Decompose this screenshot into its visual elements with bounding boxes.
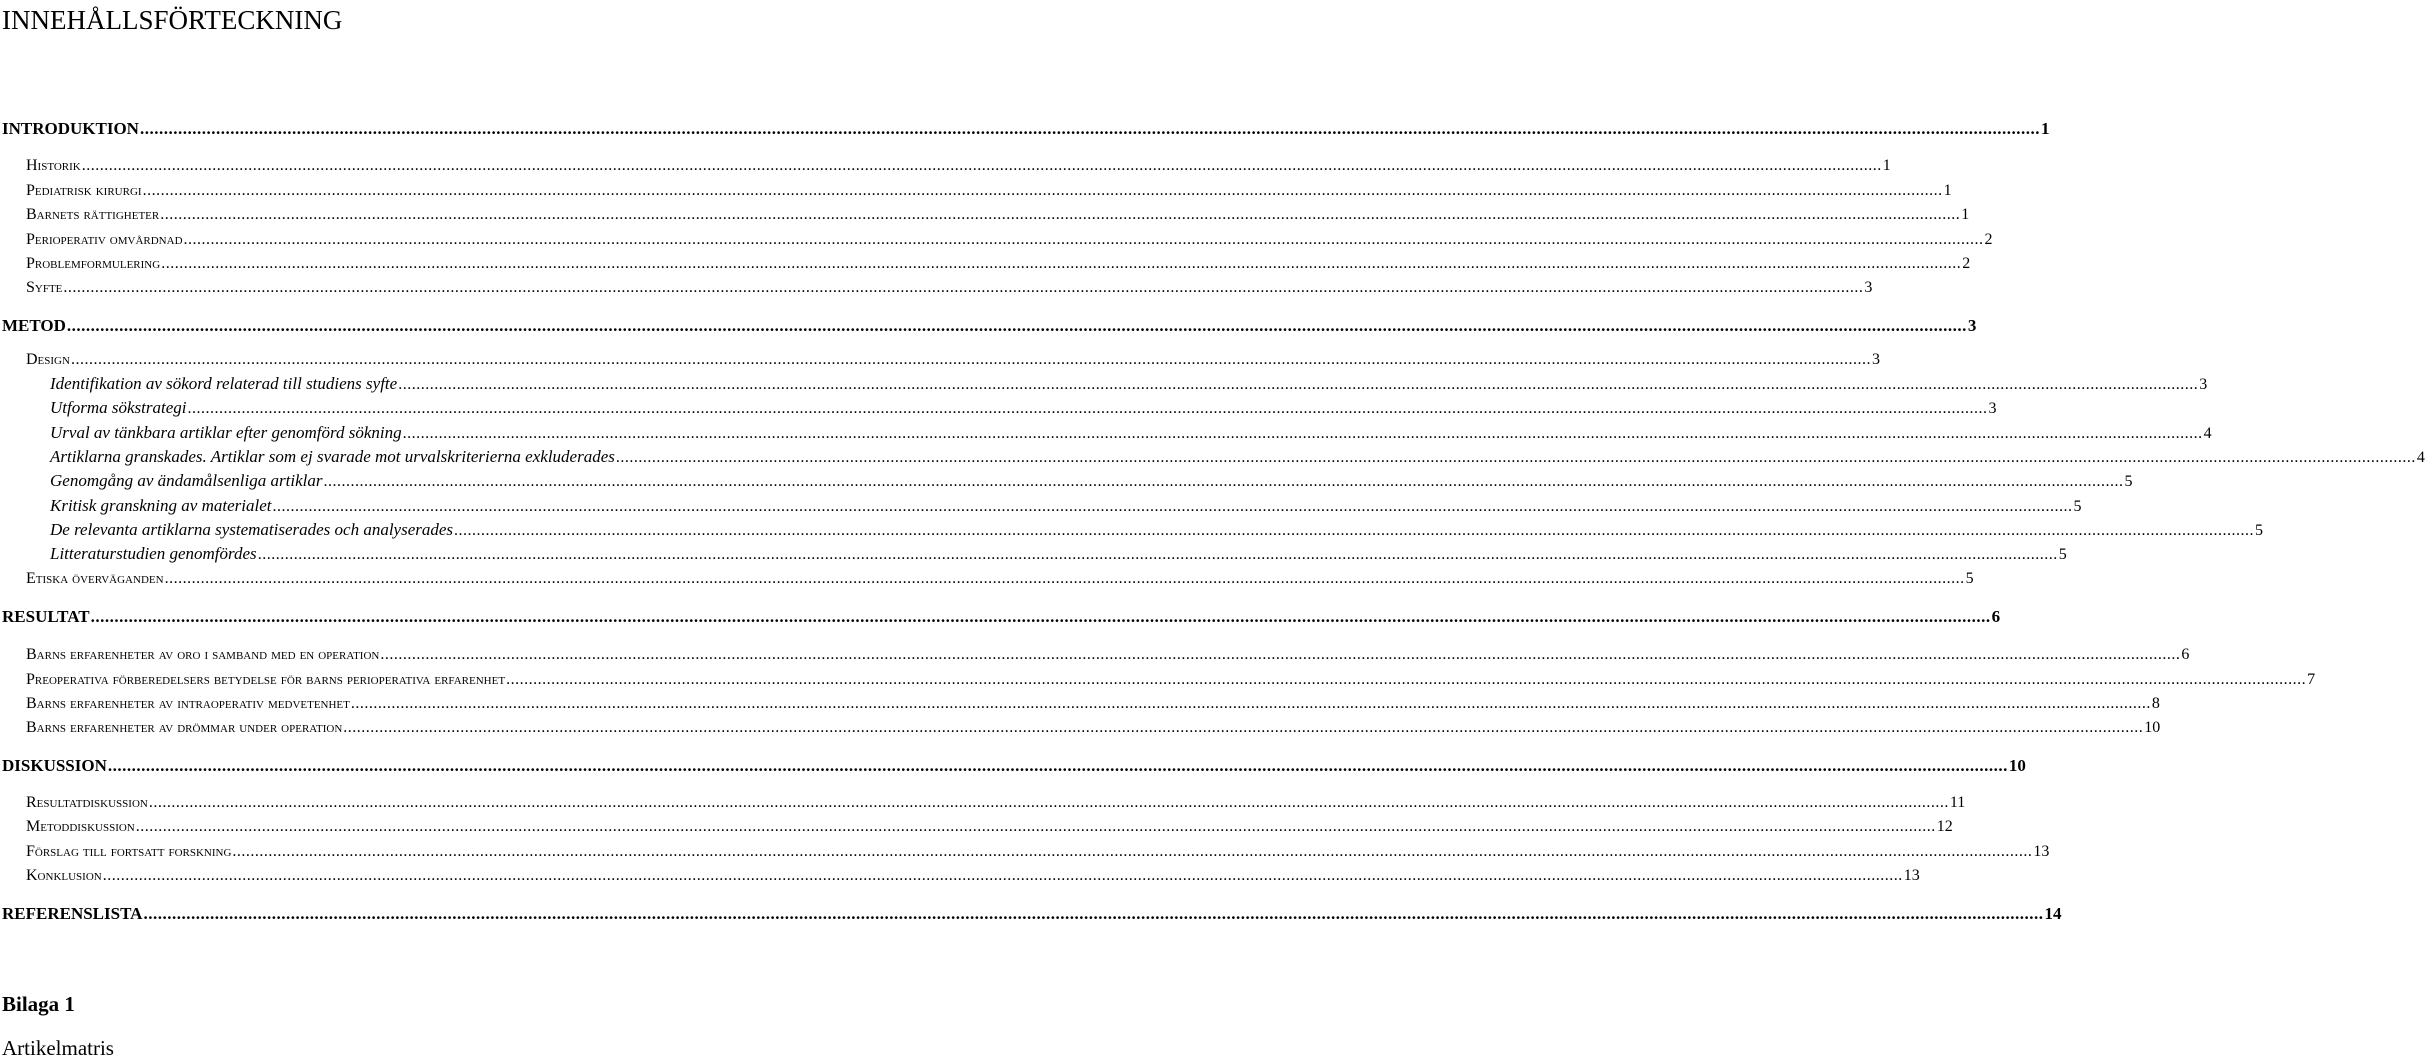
toc-leader-dots: ................................................................................................................................................................................................................................................................................................................................................................................................................ [272,498,2073,515]
toc-entry-page: 12 [1936,818,1953,835]
toc-leader-dots: ................................................................................................................................................................................................................................................................................................................................................................................................................ [81,157,1882,174]
toc-entry-page: 3 [1967,316,1977,335]
toc-entry-label: Etiska överväganden [26,570,164,587]
toc-leader-dots: ................................................................................................................................................................................................................................................................................................................................................................................................................ [257,546,2058,563]
toc-leader-dots: ................................................................................................................................................................................................................................................................................................................................................................................................................ [107,756,2008,775]
toc-entry-label: Metoddiskussion [26,818,135,835]
toc-entry[interactable] [0,397,1997,419]
toc-entry[interactable] [0,204,1970,226]
toc-entry[interactable] [0,446,2425,468]
toc-entry[interactable] [0,903,2062,925]
toc-entry-page: 6 [2181,646,2190,663]
toc-entry-label: Barns erfarenheter av oro i samband med en operation [26,646,380,663]
toc-entry[interactable] [0,669,2316,691]
toc-entry-label: Resultatdiskussion [26,794,148,811]
toc-entry-label: Identifikation av sökord relaterad till studiens syfte [50,374,398,393]
toc-entry[interactable] [0,519,2264,541]
toc-leader-dots: ................................................................................................................................................................................................................................................................................................................................................................................................................ [160,206,1961,223]
toc-entry-label: Genomgång av ändamålsenliga artiklar [50,471,323,490]
toc-entry-page: 6 [1991,607,2001,626]
toc-entry-label: Barns erfarenheter av drömmar under operation [26,719,343,736]
toc-leader-dots: ................................................................................................................................................................................................................................................................................................................................................................................................................ [506,671,2307,688]
toc-entry[interactable] [0,543,2067,565]
toc-leader-dots: ................................................................................................................................................................................................................................................................................................................................................................................................................ [402,425,2203,442]
toc-entry[interactable] [0,816,1953,838]
toc-entry[interactable] [0,755,2026,777]
toc-entry[interactable] [0,693,2160,715]
toc-leader-dots: ................................................................................................................................................................................................................................................................................................................................................................................................................ [135,818,1936,835]
toc-leader-dots: ................................................................................................................................................................................................................................................................................................................................................................................................................ [66,316,1967,335]
toc-entry-page: 2 [1984,231,1993,248]
toc-entry[interactable] [0,865,1920,887]
toc-entry-page: 3 [2199,376,2208,393]
toc-entry-page: 3 [1988,400,1997,417]
toc-entry[interactable] [0,841,2050,863]
toc-leader-dots: ................................................................................................................................................................................................................................................................................................................................................................................................................ [343,719,2144,736]
toc-entry-label: Preoperativa förberedelsers betydelse för barns perioperativa erfarenhet [26,671,506,688]
toc-entry-label: Historik [26,157,81,174]
toc-leader-dots: ................................................................................................................................................................................................................................................................................................................................................................................................................ [454,522,2255,539]
toc-entry-label: Pediatrisk kirurgi [26,182,142,199]
toc-entry-label: METOD [2,316,66,335]
toc-entry-page: 5 [2124,473,2133,490]
toc-entry[interactable] [0,717,2161,739]
toc-entry-label: RESULTAT [2,607,90,626]
toc-leader-dots: ................................................................................................................................................................................................................................................................................................................................................................................................................ [148,794,1949,811]
toc-entry-label: Perioperativ omvårdnad [26,231,183,248]
toc-entry-page: 1 [2040,119,2050,138]
toc-entry[interactable] [0,644,2190,666]
toc-leader-dots: ................................................................................................................................................................................................................................................................................................................................................................................................................ [380,646,2181,663]
toc-entry[interactable] [0,349,1880,371]
toc-leader-dots: ................................................................................................................................................................................................................................................................................................................................................................................................................ [142,182,1943,199]
toc-entry-page: 10 [2144,719,2161,736]
toc-entry[interactable] [0,373,2208,395]
toc-leader-dots: ................................................................................................................................................................................................................................................................................................................................................................................................................ [90,607,1991,626]
toc-leader-dots: ................................................................................................................................................................................................................................................................................................................................................................................................................ [232,843,2033,860]
toc-entry-label: Litteraturstudien genomfördes [50,544,257,563]
toc-leader-dots: ................................................................................................................................................................................................................................................................................................................................................................................................................ [102,867,1903,884]
toc-entry-label: Problemformulering [26,255,161,272]
toc-entry[interactable] [0,568,1974,590]
toc-entry-page: 3 [1871,351,1880,368]
toc-entry-label: Urval av tänkbara artiklar efter genomförd sökning [50,423,402,442]
toc-entry-page: 1 [1943,182,1952,199]
toc-entry[interactable] [0,277,1873,299]
toc-leader-dots: ................................................................................................................................................................................................................................................................................................................................................................................................................ [70,351,1871,368]
toc-entry-label: Barns erfarenheter av intraoperativ medvetenhet [26,695,350,712]
toc-entry-page: 4 [2416,449,2425,466]
toc-entry[interactable] [0,606,2001,628]
toc-entry[interactable] [0,470,2133,492]
toc-entry-page: 5 [2073,498,2082,515]
toc-entry-page: 11 [1949,794,1966,811]
toc-entry-page: 14 [2044,904,2062,923]
appendix-title: Bilaga 1 [2,992,75,1016]
toc-leader-dots: ................................................................................................................................................................................................................................................................................................................................................................................................................ [63,279,1864,296]
toc-entry[interactable] [0,155,1891,177]
toc-leader-dots: ................................................................................................................................................................................................................................................................................................................................................................................................................ [323,473,2124,490]
toc-entry-page: 5 [2058,546,2067,563]
toc-entry-label: INTRODUKTION [2,119,139,138]
toc-entry[interactable] [0,180,1952,202]
toc-entry-page: 3 [1864,279,1873,296]
toc-entry-page: 2 [1962,255,1971,272]
toc-entry-label: Förslag till fortsatt forskning [26,843,232,860]
toc-entry[interactable] [0,315,1977,337]
toc-leader-dots: ................................................................................................................................................................................................................................................................................................................................................................................................................ [350,695,2151,712]
toc-leader-dots: ................................................................................................................................................................................................................................................................................................................................................................................................................ [143,904,2044,923]
toc-entry-label: De relevanta artiklarna systematiserades och analyserades [50,520,454,539]
toc-entry-label: Syfte [26,279,63,296]
toc-entry[interactable] [0,229,1993,251]
toc-leader-dots: ................................................................................................................................................................................................................................................................................................................................................................................................................ [398,376,2199,393]
toc-leader-dots: ................................................................................................................................................................................................................................................................................................................................................................................................................ [187,400,1988,417]
toc-leader-dots: ................................................................................................................................................................................................................................................................................................................................................................................................................ [164,570,1965,587]
toc-leader-dots: ................................................................................................................................................................................................................................................................................................................................................................................................................ [615,449,2416,466]
toc-entry-label: Konklusion [26,867,102,884]
toc-leader-dots: ................................................................................................................................................................................................................................................................................................................................................................................................................ [139,119,2040,138]
appendix-item: Artikelmatris [2,1036,114,1060]
toc-entry-label: DISKUSSION [2,756,107,775]
toc-entry-label: Utforma sökstrategi [50,398,187,417]
toc-entry-page: 8 [2151,695,2160,712]
toc-entry-page: 13 [1903,867,1920,884]
toc-entry-page: 7 [2307,671,2316,688]
toc-entry-page: 5 [2255,522,2264,539]
toc-entry-page: 10 [2008,756,2026,775]
toc-entry-label: Design [26,351,70,368]
toc-entry[interactable] [0,495,2082,517]
toc-entry-label: Barnets rättigheter [26,206,160,223]
toc-entry-page: 1 [1961,206,1970,223]
toc-entry-label: REFERENSLISTA [2,904,143,923]
toc-entry-label: Artiklarna granskades. Artiklar som ej svarade mot urvalskriterierna exkluderades [50,447,615,466]
toc-entry[interactable] [0,118,2050,140]
toc-entry-label: Kritisk granskning av materialet [50,496,272,515]
toc-entry-page: 5 [1965,570,1974,587]
toc-leader-dots: ................................................................................................................................................................................................................................................................................................................................................................................................................ [183,231,1984,248]
toc-leader-dots: ................................................................................................................................................................................................................................................................................................................................................................................................................ [161,255,1962,272]
page-title: INNEHÅLLSFÖRTECKNING [2,5,343,35]
toc-entry[interactable] [0,422,2212,444]
toc-entry[interactable] [0,253,1971,275]
toc-entry-page: 4 [2203,425,2212,442]
toc-entry[interactable] [0,792,1966,814]
toc-entry-page: 13 [2033,843,2050,860]
toc-entry-page: 1 [1882,157,1891,174]
